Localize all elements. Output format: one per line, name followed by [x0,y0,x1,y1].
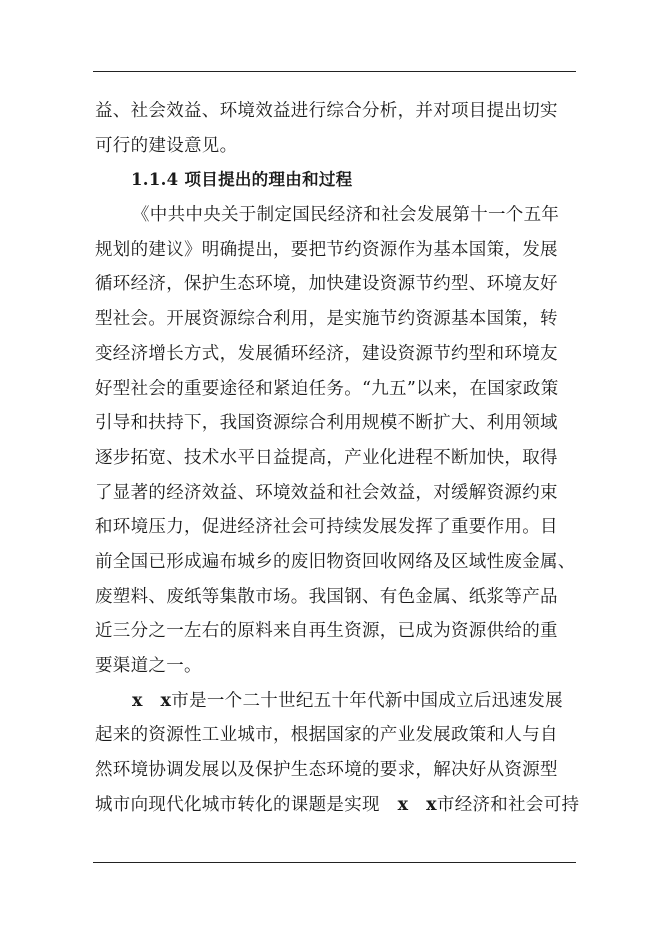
paragraph-line: 起来的资源性工业城市，根据国家的产业发展政策和人与自 [95,725,558,746]
paragraph-line: 和环境压力，促进经济社会可持续发展发挥了重要作用。目 [95,517,558,538]
paragraph-line: 变经济增长方式，发展循环经济，建设资源节约型和环境友 [95,343,558,364]
paragraph-line: 要渠道之一。 [95,656,202,676]
paragraph-line [95,788,581,823]
paragraph-text: 市是一个二十世纪五十年代新中国成立后迅速发展 [171,690,563,711]
paragraph-line: 逐步拓宽、技术水平日益提高，产业化进程不断加快，取得 [95,447,558,468]
paragraph-line: 了显著的经济效益、环境效益和社会效益，对缓解资源约束 [95,482,558,503]
city-placeholder: x x [132,690,172,711]
paragraph-line: 规划的建议》明确提出，要把节约资源作为基本国策，发展 [95,239,558,260]
paragraph-line: 然环境协调发展以及保护生态环境的要求，解决好从资源型 [95,760,558,781]
paragraph-line: 前全国已形成遍布城乡的废旧物资回收网络及区域性废金属、 [95,551,576,572]
paragraph-line: 近三分之一左右的原料来自再生资源，已成为资源供给的重 [95,621,558,642]
paragraph-line: 益、社会效益、环境效益进行综合分析，并对项目提出切实 [95,101,558,121]
paragraph-line: 好型社会的重要途径和紧迫任务。“九五”以来，在国家政策 [95,378,559,399]
paragraph-line [95,684,581,719]
section-heading: 1.1.4 项目提出的理由和过程 [131,170,353,190]
header-rule [93,71,576,72]
city-placeholder: x x [397,794,437,815]
paragraph-line: 引导和扶持下，我国资源综合利用规模不断扩大、利用领域 [95,413,558,434]
paragraph-line: 型社会。开展资源综合利用，是实施节约资源基本国策，转 [95,309,558,330]
paragraph-line: 《中共中央关于制定国民经济和社会发展第十一个五年 [132,205,560,226]
paragraph-line: 可行的建设意见。 [95,135,238,156]
footer-rule [93,862,576,863]
document-body [95,94,581,822]
paragraph-line: 废塑料、废纸等集散市场。我国钢、有色金属、纸浆等产品 [95,586,558,607]
paragraph-text: 市经济和社会可持 [436,794,580,815]
paragraph-line: 循环经济，保护生态环境，加快建设资源节约型、环境友好 [95,274,558,295]
paragraph-text: 城市向现代化城市转化的课题是实现 [95,794,380,815]
